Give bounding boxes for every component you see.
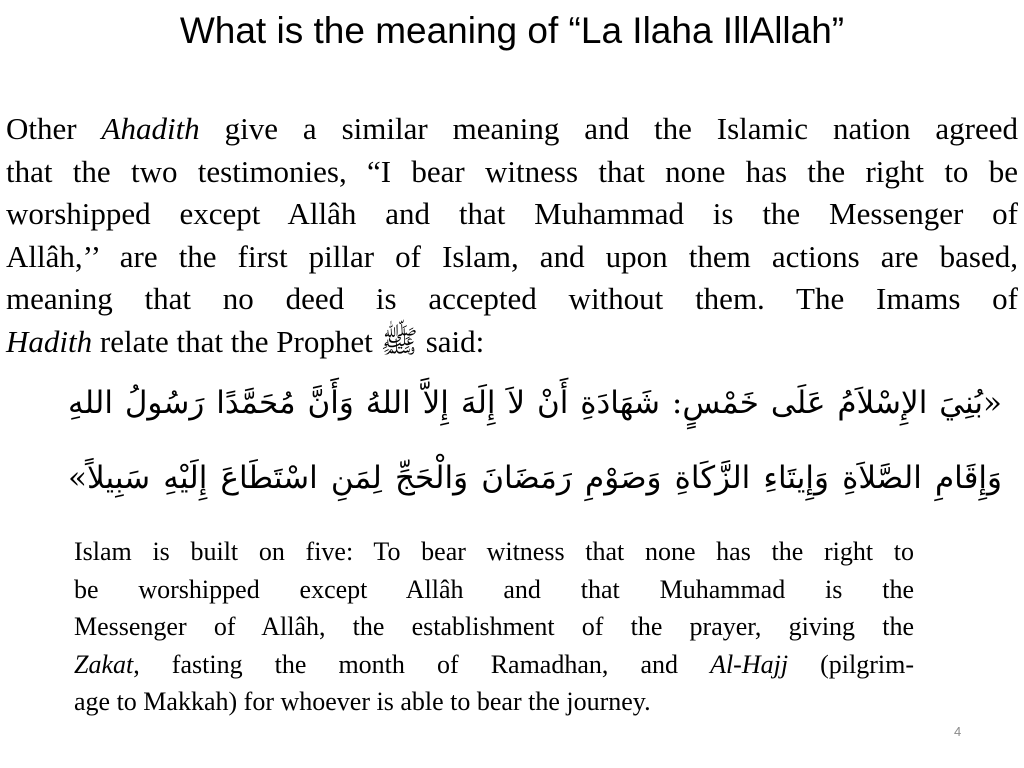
slide-number: 4 — [954, 724, 962, 739]
passage-line — [6, 321, 1018, 364]
italic-term: Hadith — [6, 323, 93, 359]
passage-line: worshipped except Allâh and that Muhammad is the Messenger of — [6, 196, 1018, 232]
italic-term: Zakat — [74, 649, 134, 679]
text: relate that the Prophet ﷺ said: — [92, 323, 485, 359]
passage-line: Allâh,’’ are the first pillar of Islam, and upon them actions are based, — [6, 238, 1018, 274]
text: (pilgrim- — [788, 649, 914, 679]
text: , fasting the month of Ramadhan, and — [133, 649, 711, 679]
translation-line: be worshipped except Allâh and that Muhammad is the — [74, 574, 914, 604]
translation-line: Islam is built on five: To bear witness that none has the right to — [74, 537, 914, 566]
arabic-hadith-line-2: وَإِقَامِ الصَّلاَةِ وَإِيتَاءِ الزَّكَاةِ وَصَوْمِ رَمَضَانَ وَالْحَجِّ لِمَنِ اسْتَطَاعَ إِلَيْهِ سَبِيلاً» — [68, 460, 1002, 496]
translation-line — [74, 646, 914, 684]
italic-term: Ahadith — [101, 111, 200, 146]
passage-line: meaning that no deed is accepted without them. The Imams of — [6, 281, 1018, 317]
italic-term: Al-Hajj — [710, 649, 789, 679]
slide-title: What is the meaning of “La Ilaha IllAllah” — [179, 10, 845, 51]
passage-line — [6, 108, 1018, 151]
translation-line: age to Makkah) for whoever is able to bear the journey. — [74, 687, 651, 717]
intro-passage — [6, 108, 1018, 364]
arabic-hadith-line-1: «بُنِيَ الإِسْلاَمُ عَلَى خَمْسٍ: شَهَادَةِ أَنْ لاَ إِلَهَ إِلاَّ اللهُ وَأَنَّ مُحَمَّدًا رَسُولُ اللهِ — [68, 385, 1002, 421]
passage-line: that the two testimonies, “I bear witness that none has the right to be — [6, 153, 1018, 189]
translation-line: Messenger of Allâh, the establishment of the prayer, giving the — [74, 612, 914, 642]
text: give a similar meaning and the Islamic nation agreed — [199, 111, 1018, 146]
hadith-translation — [74, 533, 914, 721]
text: Other — [6, 111, 102, 146]
